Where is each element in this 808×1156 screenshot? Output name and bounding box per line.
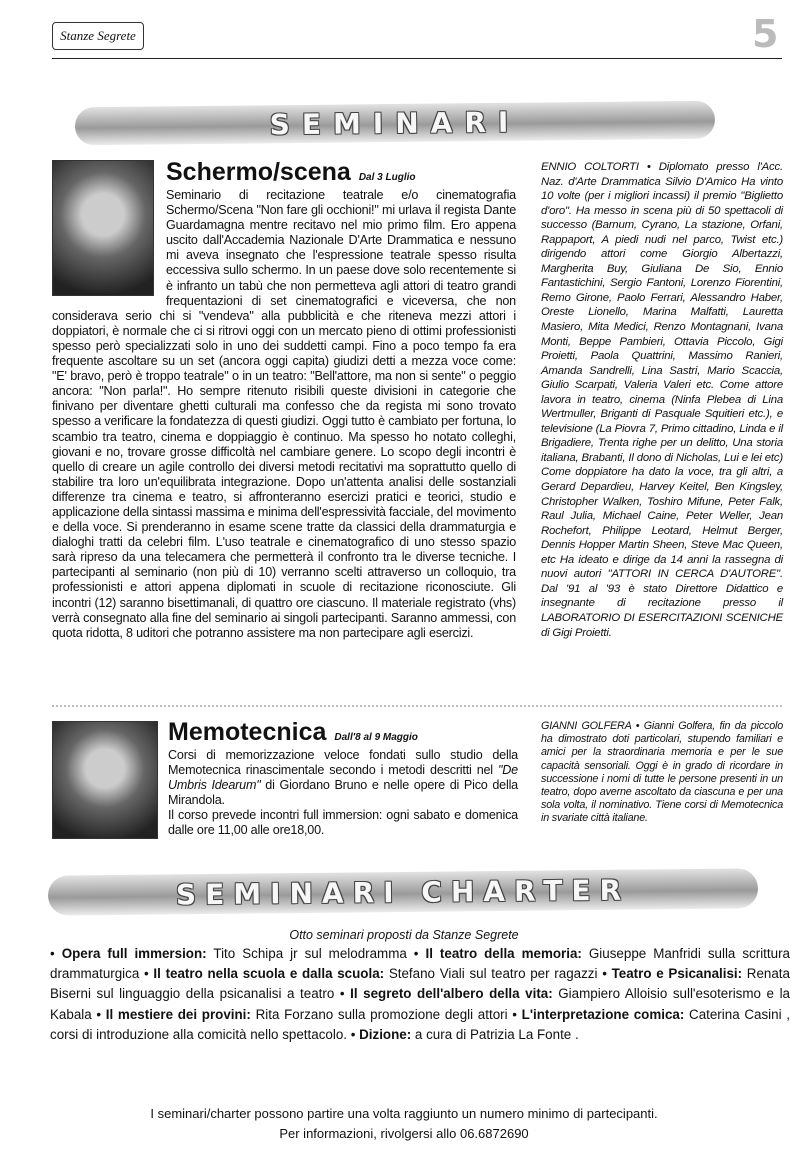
seminar2-text-a: Corsi di memorizzazione veloce fondati sullo studio della Memotecnica rinascimentale secondo i metodi descritti nel	[168, 748, 518, 778]
bullet-icon: •	[512, 1006, 522, 1022]
charter-list	[50, 944, 790, 1045]
bullet-icon: •	[350, 1026, 360, 1042]
bullet-icon: •	[413, 946, 426, 961]
charter-item-desc: Renata Biserni sul linguaggio della psicanalisi a teatro	[50, 966, 790, 1002]
seminar2-heading	[168, 718, 418, 747]
bullet-icon: •	[144, 966, 154, 982]
seminar1-text: Seminario di recitazione teatrale e/o cinematografia Schermo/Scena "Non fare gli occhioni!" mi urlava il regista Dante Guardamagna mentre recitavo nel mio primo film. Ero appena uscito dall'Accademia Nazionale D'Arte Drammatica e nessuno mi aveva insegnato che l'espressione teatrale spesso risulta eccessiva sullo schermo. In un paese dove solo recentemente si è infranto un tabù che non permetteva agli attori di teatro grandi frequentazioni di set cinematografici e viceversa, che non considerava serio chi si "vendeva" alla pubblicità e che riteneva mezzi attori i doppiatori, è normale che ci si ritrovi oggi con un mercato pieno di ottimi professionisti spesso però specializzati solo in uno dei suddetti campi. Fino a poco tempo fa era frequente ascoltare su un set (ancora oggi capita) giudizi detti a mezza voce come: "E' bravo, però è troppo teatrale" o in un teatro: "Bell'attore, ma non si sente" o peggio ancora: "Non parla!". Ho sempre ritenuto risibili queste divisioni in categorie che finivano per diventare ghetti culturali ma confesso che da regista mi sono trovato spesso a verificare la fondatezza di questi giudizi. Oggi tutto è cambiato per fortuna, lo scambio tra teatro, cinema e doppiaggio è continuo. Ma spesso ho notato colleghi, giovani e no, trovare grosse difficoltà nel cambiare genere. Lo scopo degli incontri è quello di creare un agile controllo dei diversi metodi recitativi ma soprattutto quello di stabilire tra loro un'equilibrata integrazione. Dopo un'attenta analisi delle sostanziali differenze tra cinema e teatro, si affronteranno esercizi pratici e teorici, studio e applicazione della sintassi massima e minima dell'espressività facciale, del movimento e della voce. Si prenderanno in esame scene tratte da classici della drammaturgia e dialoghi tratti da celebri film. L'uso teatrale e cinematografico di uno stesso spazio sarà ripreso da una telecamera che permetterà il confronto tra le diverse tecniche. I partecipanti al seminario (non più di 10) verranno scelti attraverso un colloquio, tra professionisti e attori appena diplomati in scuole di recitazione riconosciute. Gli incontri (12) saranno bisettimanali, di quattro ore ciascuno. Il materiale registrato (vhs) verrà consegnato alla fine del seminario ai singoli partecipanti. Saranno ammessi, con quota ridotta, 8 uditori che potranno assistere ma non partecipare agli esercizi.	[52, 188, 516, 640]
charter-item-name: Il teatro nella scuola e dalla scuola:	[153, 966, 385, 982]
seminari-charter-banner-text: SEMINARI CHARTER	[175, 873, 631, 911]
seminar2-title: Memotecnica	[168, 718, 327, 746]
seminar1-date: Dal 3 Luglio	[358, 172, 416, 183]
charter-item-name: Teatro e Psicanalisi:	[611, 966, 743, 982]
seminar1-title: Schermo/scena	[166, 158, 351, 186]
charter-item-name: Il teatro della memoria:	[425, 946, 582, 961]
charter-item-desc: Stefano Viali sul teatro per ragazzi	[384, 966, 603, 982]
footer-note: I seminari/charter possono partire una volta raggiunto un numero minimo di partecipanti.	[150, 1106, 658, 1121]
bullet-icon: •	[339, 986, 351, 1002]
charter-item-desc: Tito Schipa jr sul melodramma	[206, 946, 414, 961]
gianni-golfera-bio: GIANNI GOLFERA • Gianni Golfera, fin da piccolo ha dimostrato doti particolari, stupendo familiari e amici per la straordinaria memoria e per le sue capacità sensoriali. Oggi è in grado di ricordare in successione i nomi di tutte le persone presenti in un teatro, dopo averne ascoltato da ciascuna e per una sola volta, il nominativo. Tiene corsi di Memotecnica in svariate città italiane.	[541, 720, 783, 825]
gianni-golfera-photo	[52, 721, 158, 839]
charter-item-name: Il segreto dell'albero della vita:	[350, 986, 553, 1002]
seminari-banner-text: SEMINARI	[269, 105, 521, 141]
charter-item-desc: a cura di Patrizia La Fonte .	[411, 1026, 579, 1042]
charter-item-desc: Rita Forzano sulla promozione degli attori	[250, 1006, 513, 1022]
seminar2-date: Dall'8 al 9 Maggio	[334, 732, 418, 743]
charter-item-name: Il mestiere dei provini:	[105, 1006, 251, 1022]
page-number: 5	[752, 12, 779, 56]
section-divider	[52, 705, 782, 707]
charter-item-desc: Caterina Casini , corsi di introduzione alla comicità nello spettacolo.	[50, 1006, 790, 1042]
stanze-segrete-logo: Stanze Segrete	[52, 22, 144, 50]
charter-intro: Otto seminari proposti da Stanze Segrete	[289, 928, 519, 942]
bullet-icon: •	[96, 1006, 106, 1022]
seminari-banner	[75, 101, 715, 146]
footer-contact: Per informazioni, rivolgersi allo 06.6872690	[279, 1126, 529, 1141]
seminar1-body	[52, 188, 516, 641]
seminar2-text-title: "De Umbris Idearum"	[168, 763, 518, 793]
bullet-icon: •	[50, 946, 62, 961]
bullet-icon: •	[602, 966, 612, 982]
charter-item-desc: Giuseppe Manfridi sulla scrittura drammaturgica	[50, 946, 790, 982]
seminar2-body	[168, 748, 518, 839]
header-rule	[52, 58, 782, 59]
seminari-charter-banner	[48, 868, 758, 915]
seminar2-text-schedule: Il corso prevede incontri full immersion: ogni sabato e domenica dalle ore 11,00 alle ore18,00.	[168, 808, 518, 838]
charter-item-name: L'interpretazione comica:	[521, 1006, 685, 1022]
seminar2-text-b: di Giordano Bruno e nelle opere di Pico della Mirandola.	[168, 778, 518, 808]
seminar1-heading	[166, 158, 416, 187]
photo-float-spacer	[52, 188, 166, 294]
charter-item-name: Opera full immersion:	[61, 946, 207, 961]
charter-item-name: Dizione:	[359, 1026, 412, 1042]
charter-item-desc: Giampiero Alloisio sull'esoterismo e la Kabala	[50, 986, 790, 1022]
ennio-coltorti-bio: ENNIO COLTORTI • Diplomato presso l'Acc. Naz. d'Arte Drammatica Silvio D'Amico Ha vinto 10 volte (per i migliori incassi) il premio "Biglietto d'oro". Ha messo in scena più di 50 spettacoli di successo (Barnum, Cyrano, La stazione, Orfani, Rappaport, A piedi nudi nel parco, Twist etc.) dirigendo attori come Giorgio Albertazzi, Margherita Buy, Giuliana De Sio, Ennio Fantastichini, Sergio Fantoni, Lorenzo Fiorentini, Remo Girone, Paolo Ferrari, Alessandro Haber, Oreste Lionello, Marina Malfatti, Lauretta Masiero, Mita Medici, Renzo Montagnani, Ivana Monti, Beppe Pambieri, Ottavia Piccolo, Gigi Proietti, Paola Quattrini, Massimo Ranieri, Amanda Sandrelli, Lina Sastri, Mario Scaccia, Giulio Scarpati, Valeria Valeri etc. Come attore lavora in teatro, cinema (Ninfa Plebea di Lina Wertmuller, Briganti di Pasquale Squitieri etc.), e televisione (La Piovra 7, Primo cittadino, Linda e il Brigadiere, Trenta righe per un delitto, Una storia italiana, Brabanti, Il dono di Nicholas, Lui e lei etc) Come doppiatore ha dato la voce, tra gli altri, a Gerard Depardieu, Harvey Keitel, Ben Kingsley, Christopher Walken, Toshiro Mifune, Peter Falk, Raul Julia, Michael Caine, Peter Weller, Jean Rochefort, Philippe Leotard, Helmut Berger, Dennis Hopper Martin Sheen, Steve Mac Queen, etc Ha ideato e dirige da 14 anni la rassegna di nuovi autori "ATTORI IN CERCA D'AUTORE". Dal '91 al '93 è stato Direttore Didattico e insegnante di recitazione presso il LABORATORIO DI ESERCITAZIONI SCENICHE di Gigi Proietti.	[541, 161, 783, 639]
